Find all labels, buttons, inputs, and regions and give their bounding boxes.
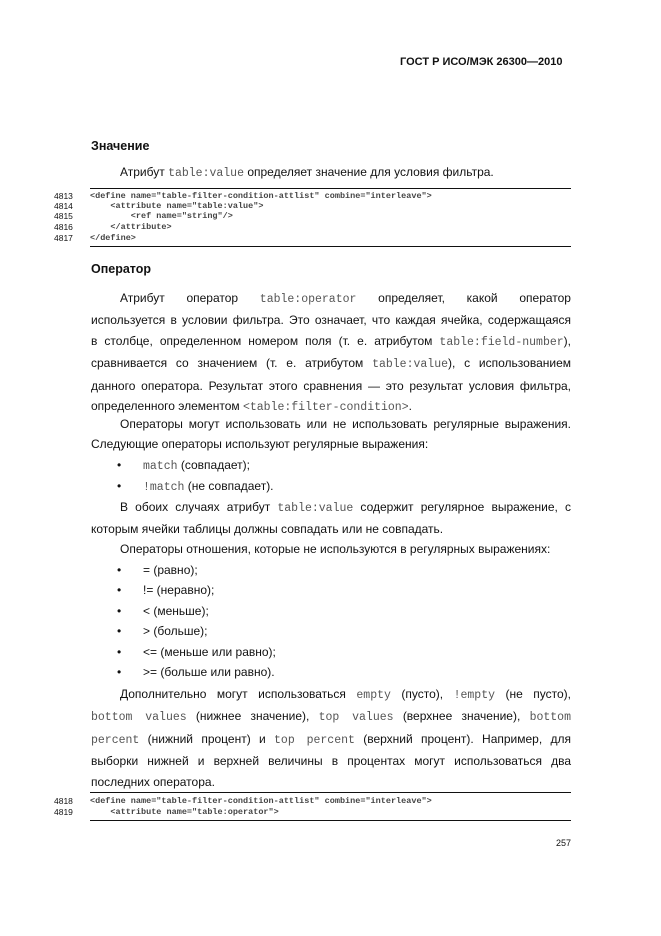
line-number: 4818 xyxy=(54,796,73,806)
code-term: empty xyxy=(356,689,391,702)
text: Дополнительно могут использоваться xyxy=(120,687,357,701)
code-rule-bottom xyxy=(90,820,571,821)
line-number: 4817 xyxy=(54,233,73,243)
text: Атрибут xyxy=(120,291,165,305)
code-text: <attribute name="table:value"> xyxy=(90,201,264,211)
text: ), xyxy=(563,333,571,348)
code-term: !empty xyxy=(453,689,496,702)
text: (нижний процент) и xyxy=(139,731,275,746)
line-number: 4816 xyxy=(54,222,73,232)
code-rule-top xyxy=(90,188,571,189)
text-line: которым ячейки таблицы должны совпадать или не совпадать. xyxy=(91,522,444,537)
code-term: percent xyxy=(91,733,140,747)
text: определенного элементом xyxy=(91,399,243,414)
operator-paragraph-4 xyxy=(91,539,571,559)
text: (верхний процент). Например, для xyxy=(354,731,571,746)
text-line: используется в условии фильтра. Это означает, что каждая ячейка, содержащаяся xyxy=(91,313,571,328)
line-number: 4819 xyxy=(54,807,73,817)
section-heading-value: Значение xyxy=(91,139,150,153)
text-line: выборки нижней и верхней величины в процентах могут использоваться два xyxy=(91,754,571,769)
text: (совпадает); xyxy=(177,458,250,472)
text: (верхнее значение), xyxy=(393,709,530,724)
text-line: Операторы отношения, которые не используются в регулярных выражениях: xyxy=(120,542,551,556)
text: в столбце, определенном номером поля (т. е. атрибутом xyxy=(91,333,440,348)
code-text: <define name="table-filter-condition-attlist" combine="interleave"> xyxy=(90,191,432,201)
code-text: <ref name="string"/> xyxy=(90,211,233,221)
text: ), с использованием xyxy=(448,356,571,371)
code-term: !match xyxy=(143,481,185,494)
document-header: ГОСТ Р ИСО/МЭК 26300—2010 xyxy=(400,56,563,68)
code-rule-top xyxy=(90,792,571,793)
line-number: 4814 xyxy=(54,201,73,211)
operator-paragraph-3 xyxy=(91,497,571,540)
code-term: table:value xyxy=(168,167,244,180)
code-text: </attribute> xyxy=(90,222,172,232)
text: Атрибут xyxy=(120,165,169,179)
code-term: <table:filter-condition> xyxy=(242,401,409,415)
text: сравнивается со значением (т. е. атрибутом xyxy=(91,356,373,371)
text: (не пусто), xyxy=(495,687,571,701)
text: (не совпадает). xyxy=(184,479,274,493)
text-line: данного оператора. Результат этого сравнения — это результат условия фильтра, xyxy=(91,378,571,393)
text: определяет, xyxy=(378,291,445,305)
text: (пусто), xyxy=(390,687,454,701)
text: оператор xyxy=(186,291,239,305)
section-heading-operator: Оператор xyxy=(91,262,152,276)
code-term: table:value xyxy=(372,358,448,372)
code-term: match xyxy=(143,460,178,473)
code-term: table:operator xyxy=(259,293,357,306)
code-rule-bottom xyxy=(90,246,571,247)
code-text: <define name="table-filter-condition-attlist" combine="interleave"> xyxy=(90,796,432,806)
text: . xyxy=(408,399,412,414)
code-term: bottom values xyxy=(91,711,187,725)
code-text: <attribute name="table:operator"> xyxy=(90,807,279,817)
text: какой xyxy=(466,291,498,305)
text: В обоих случаях атрибут xyxy=(120,500,278,514)
text-line: Операторы могут использовать или не использовать регулярные выражения. xyxy=(120,417,571,431)
operator-paragraph-5 xyxy=(91,684,571,792)
code-term: table:value xyxy=(277,502,354,515)
text-line: последних оператора. xyxy=(91,774,215,789)
code-term: top percent xyxy=(274,733,355,747)
operator-paragraph-2 xyxy=(91,414,571,455)
value-paragraph xyxy=(91,162,571,184)
code-term: table:field-number xyxy=(439,335,564,349)
code-term: bottom xyxy=(529,711,571,725)
code-term: top values xyxy=(318,711,394,725)
page-number: 257 xyxy=(556,838,572,848)
text: определяет значение для условия фильтра. xyxy=(243,165,494,179)
line-number: 4813 xyxy=(54,191,73,201)
text: содержит регулярное выражение, с xyxy=(353,500,572,514)
operator-paragraph-1 xyxy=(91,288,571,418)
text: оператор xyxy=(519,291,571,305)
text: (нижнее значение), xyxy=(186,709,319,724)
line-number: 4815 xyxy=(54,211,73,221)
text-line: Следующие операторы используют регулярные выражения: xyxy=(91,437,429,452)
code-text: </define> xyxy=(90,233,136,243)
